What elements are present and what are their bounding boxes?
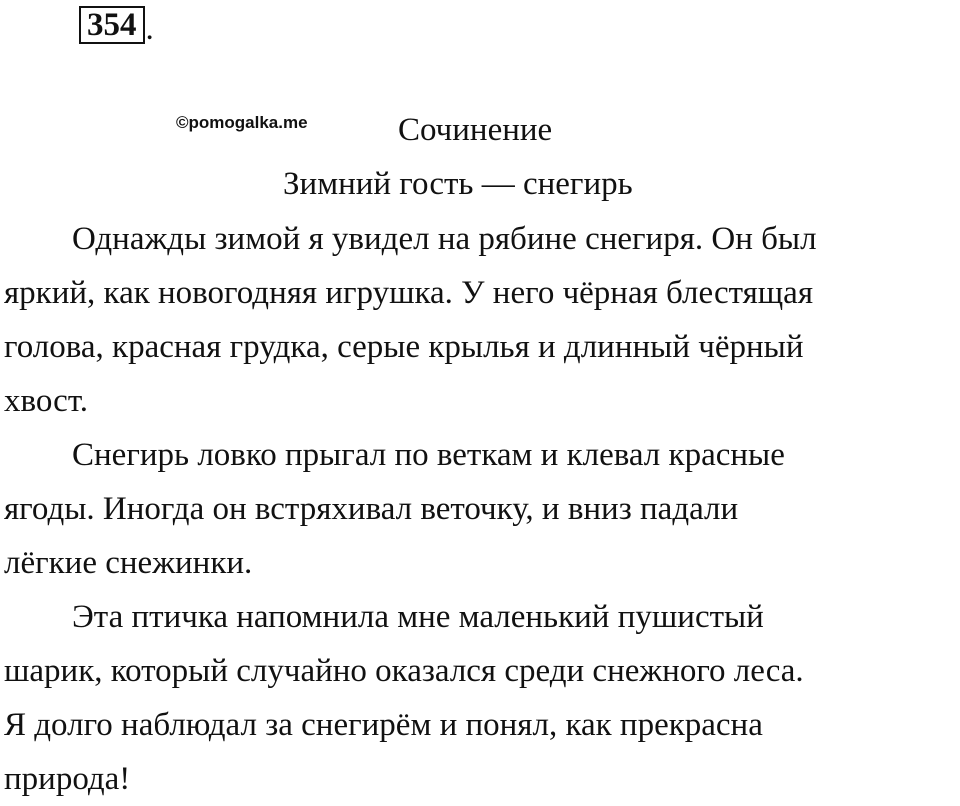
essay-body xyxy=(4,212,956,806)
essay-line: голова, красная грудка, серые крылья и длинный чёрный xyxy=(4,329,804,365)
essay-line: Снегирь ловко прыгал по веткам и клевал красные xyxy=(72,437,785,473)
essay-line: Однажды зимой я увидел на рябине снегиря. Он был xyxy=(72,221,817,257)
essay-subtitle: Зимний гость — снегирь xyxy=(283,166,633,202)
essay-line: природа! xyxy=(4,761,131,797)
essay-line: Эта птичка напомнила мне маленький пушистый xyxy=(72,599,764,635)
essay-title: Сочинение xyxy=(398,112,553,148)
essay-line: яркий, как новогодняя игрушка. У него чёрная блестящая xyxy=(4,275,813,311)
essay-line: ягоды. Иногда он встряхивал веточку, и вниз падали xyxy=(4,491,739,527)
essay-line: Я долго наблюдал за снегирём и понял, как прекрасна xyxy=(4,707,763,743)
exercise-number-dot: . xyxy=(145,11,154,47)
essay-line: лёгкие снежинки. xyxy=(4,545,253,581)
essay-line: шарик, который случайно оказался среди снежного леса. xyxy=(4,653,804,689)
exercise-number-box: 354 xyxy=(79,6,145,44)
exercise-number xyxy=(79,6,154,47)
essay-line: хвост. xyxy=(4,383,89,419)
watermark: ©pomogalka.me xyxy=(176,113,308,132)
